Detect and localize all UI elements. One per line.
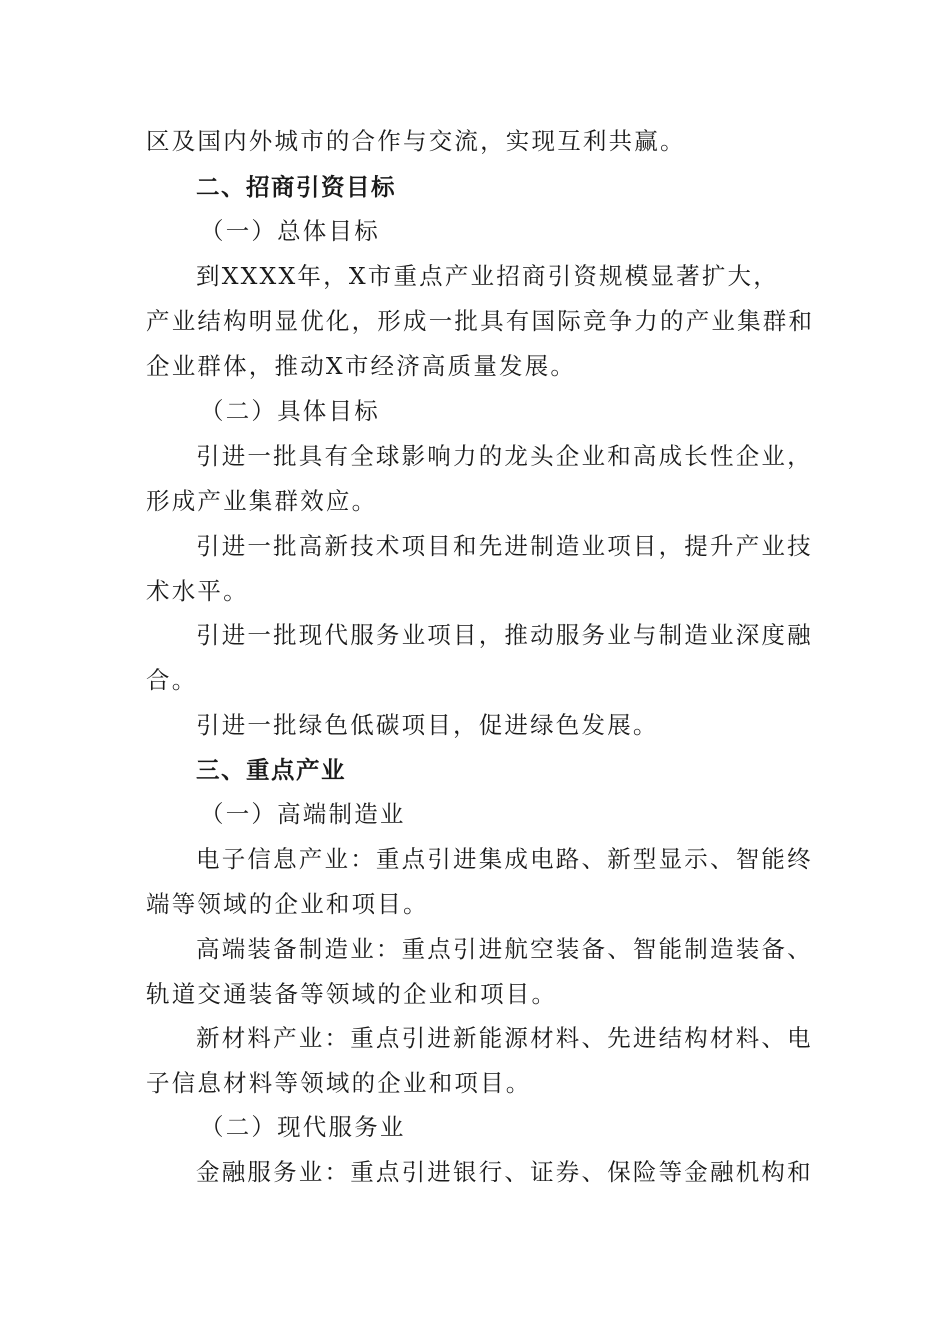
body-line: 高端装备制造业：重点引进航空装备、智能制造装备、 [196,935,813,963]
body-line: 合。 [146,666,198,694]
body-line: 到XXXX年，X市重点产业招商引资规模显著扩大， [196,262,779,290]
body-line: 形成产业集群效应。 [146,487,378,515]
body-line: 新材料产业：重点引进新能源材料、先进结构材料、电 [196,1024,813,1052]
body-line: 金融服务业：重点引进银行、证券、保险等金融机构和 [196,1158,813,1186]
body-line: 端等领域的企业和项目。 [146,890,429,918]
section-heading: 二、招商引资目标 [196,173,396,201]
body-line: 引进一批绿色低碳项目，促进绿色发展。 [196,711,659,739]
body-line: 区及国内外城市的合作与交流，实现互利共赢。 [146,127,686,155]
subsection-heading: （一）高端制造业 [200,800,406,828]
body-line: 轨道交通装备等领域的企业和项目。 [146,980,558,1008]
body-line: 子信息材料等领域的企业和项目。 [146,1069,532,1097]
body-line: 企业群体，推动X市经济高质量发展。 [146,352,577,380]
body-line: 术水平。 [146,577,249,605]
body-line: 引进一批具有全球影响力的龙头企业和高成长性企业， [196,442,813,470]
body-line: 引进一批高新技术项目和先进制造业项目，提升产业技 [196,532,813,560]
subsection-heading: （一）总体目标 [200,217,380,245]
section-heading: 三、重点产业 [196,756,346,784]
body-line: 引进一批现代服务业项目，推动服务业与制造业深度融 [196,621,813,649]
subsection-heading: （二）具体目标 [200,397,380,425]
subsection-heading: （二）现代服务业 [200,1113,406,1141]
body-line: 产业结构明显优化，形成一批具有国际竞争力的产业集群和 [146,307,815,335]
body-line: 电子信息产业：重点引进集成电路、新型显示、智能终 [196,845,813,873]
